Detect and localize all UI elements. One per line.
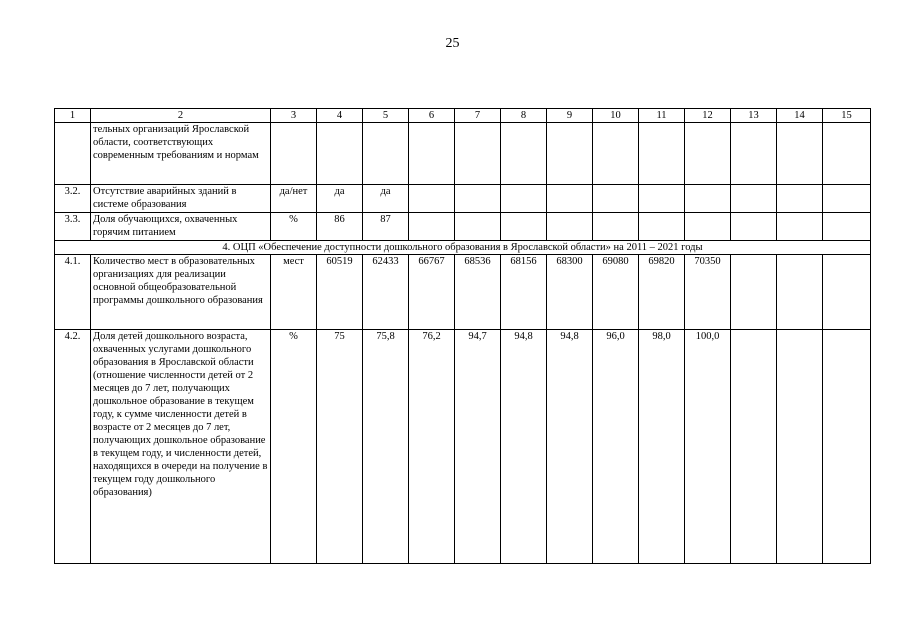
value-cell: 75,8 — [363, 330, 409, 564]
value-cell: 69080 — [593, 255, 639, 330]
value-cell: 68300 — [547, 255, 593, 330]
unit-cell: да/нет — [271, 185, 317, 213]
value-cell: 86 — [317, 213, 363, 241]
value-cell: 94,8 — [501, 330, 547, 564]
value-cell: 100,0 — [685, 330, 731, 564]
value-cell — [409, 123, 455, 185]
row-number: 4.2. — [55, 330, 91, 564]
value-cell — [639, 185, 685, 213]
value-cell — [731, 330, 777, 564]
unit-cell: % — [271, 330, 317, 564]
header-cell: 9 — [547, 109, 593, 123]
header-cell: 10 — [593, 109, 639, 123]
value-cell — [777, 255, 823, 330]
value-cell — [777, 213, 823, 241]
value-cell — [455, 185, 501, 213]
indicator-name: Доля обучающихся, охваченных горячим питанием — [91, 213, 271, 241]
indicators-table — [54, 108, 871, 564]
header-cell: 11 — [639, 109, 685, 123]
value-cell — [777, 185, 823, 213]
value-cell — [593, 185, 639, 213]
header-cell: 3 — [271, 109, 317, 123]
value-cell: 68156 — [501, 255, 547, 330]
value-cell: 96,0 — [593, 330, 639, 564]
header-cell: 2 — [91, 109, 271, 123]
indicator-name: тельных организаций Ярославской области, соответствующих современным требованиям и нормам — [91, 123, 271, 185]
header-cell: 12 — [685, 109, 731, 123]
value-cell: да — [317, 185, 363, 213]
value-cell — [455, 213, 501, 241]
table-row — [55, 330, 871, 564]
table-row — [55, 255, 871, 330]
value-cell: 70350 — [685, 255, 731, 330]
value-cell — [731, 123, 777, 185]
unit-cell — [271, 123, 317, 185]
value-cell — [823, 255, 871, 330]
section-row — [55, 241, 871, 255]
value-cell — [501, 123, 547, 185]
row-number — [55, 123, 91, 185]
value-cell — [731, 213, 777, 241]
value-cell: 94,8 — [547, 330, 593, 564]
header-cell: 7 — [455, 109, 501, 123]
unit-cell: мест — [271, 255, 317, 330]
value-cell — [823, 123, 871, 185]
value-cell — [777, 330, 823, 564]
value-cell — [547, 213, 593, 241]
value-cell — [823, 330, 871, 564]
value-cell — [409, 213, 455, 241]
value-cell — [501, 185, 547, 213]
value-cell: 76,2 — [409, 330, 455, 564]
value-cell — [823, 213, 871, 241]
value-cell: 98,0 — [639, 330, 685, 564]
value-cell — [731, 185, 777, 213]
value-cell — [409, 185, 455, 213]
indicator-name: Количество мест в образовательных организациях для реализации основной общеобразовательной программы дошкольного образования — [91, 255, 271, 330]
value-cell — [547, 185, 593, 213]
row-number: 4.1. — [55, 255, 91, 330]
row-number: 3.3. — [55, 213, 91, 241]
header-cell: 14 — [777, 109, 823, 123]
row-number: 3.2. — [55, 185, 91, 213]
header-cell: 1 — [55, 109, 91, 123]
value-cell: 60519 — [317, 255, 363, 330]
value-cell: 94,7 — [455, 330, 501, 564]
indicator-name: Доля детей дошкольного возраста, охваченных услугами дошкольного образования в Ярославской области (отношение численности детей от 2 месяцев до 7 лет, получающих дошкольное образование в текущем году, к сумме численности детей в возрасте от 2 месяцев до 7 лет, получающих дошкольное образование в текущем году, и численности детей, находящихся в очереди на получение в текущем году дошкольного образования) — [91, 330, 271, 564]
unit-cell: % — [271, 213, 317, 241]
header-cell: 4 — [317, 109, 363, 123]
header-cell: 5 — [363, 109, 409, 123]
value-cell — [685, 185, 731, 213]
value-cell — [731, 255, 777, 330]
header-cell: 13 — [731, 109, 777, 123]
value-cell — [317, 123, 363, 185]
value-cell — [363, 123, 409, 185]
table-row — [55, 213, 871, 241]
value-cell: да — [363, 185, 409, 213]
table-row — [55, 123, 871, 185]
value-cell: 62433 — [363, 255, 409, 330]
header-cell: 8 — [501, 109, 547, 123]
value-cell — [639, 123, 685, 185]
value-cell — [593, 213, 639, 241]
value-cell — [501, 213, 547, 241]
value-cell — [639, 213, 685, 241]
header-cell: 6 — [409, 109, 455, 123]
value-cell: 75 — [317, 330, 363, 564]
value-cell — [455, 123, 501, 185]
value-cell — [685, 123, 731, 185]
section-title: 4. ОЦП «Обеспечение доступности дошкольного образования в Ярославской области» на 2011 – 2021 годы — [55, 241, 871, 255]
value-cell — [777, 123, 823, 185]
value-cell — [685, 213, 731, 241]
value-cell: 68536 — [455, 255, 501, 330]
page-number: 25 — [445, 36, 460, 51]
value-cell: 69820 — [639, 255, 685, 330]
value-cell — [823, 185, 871, 213]
value-cell — [593, 123, 639, 185]
header-cell: 15 — [823, 109, 871, 123]
value-cell: 87 — [363, 213, 409, 241]
indicator-name: Отсутствие аварийных зданий в системе образования — [91, 185, 271, 213]
value-cell — [547, 123, 593, 185]
header-row — [55, 109, 871, 123]
value-cell: 66767 — [409, 255, 455, 330]
table-row — [55, 185, 871, 213]
